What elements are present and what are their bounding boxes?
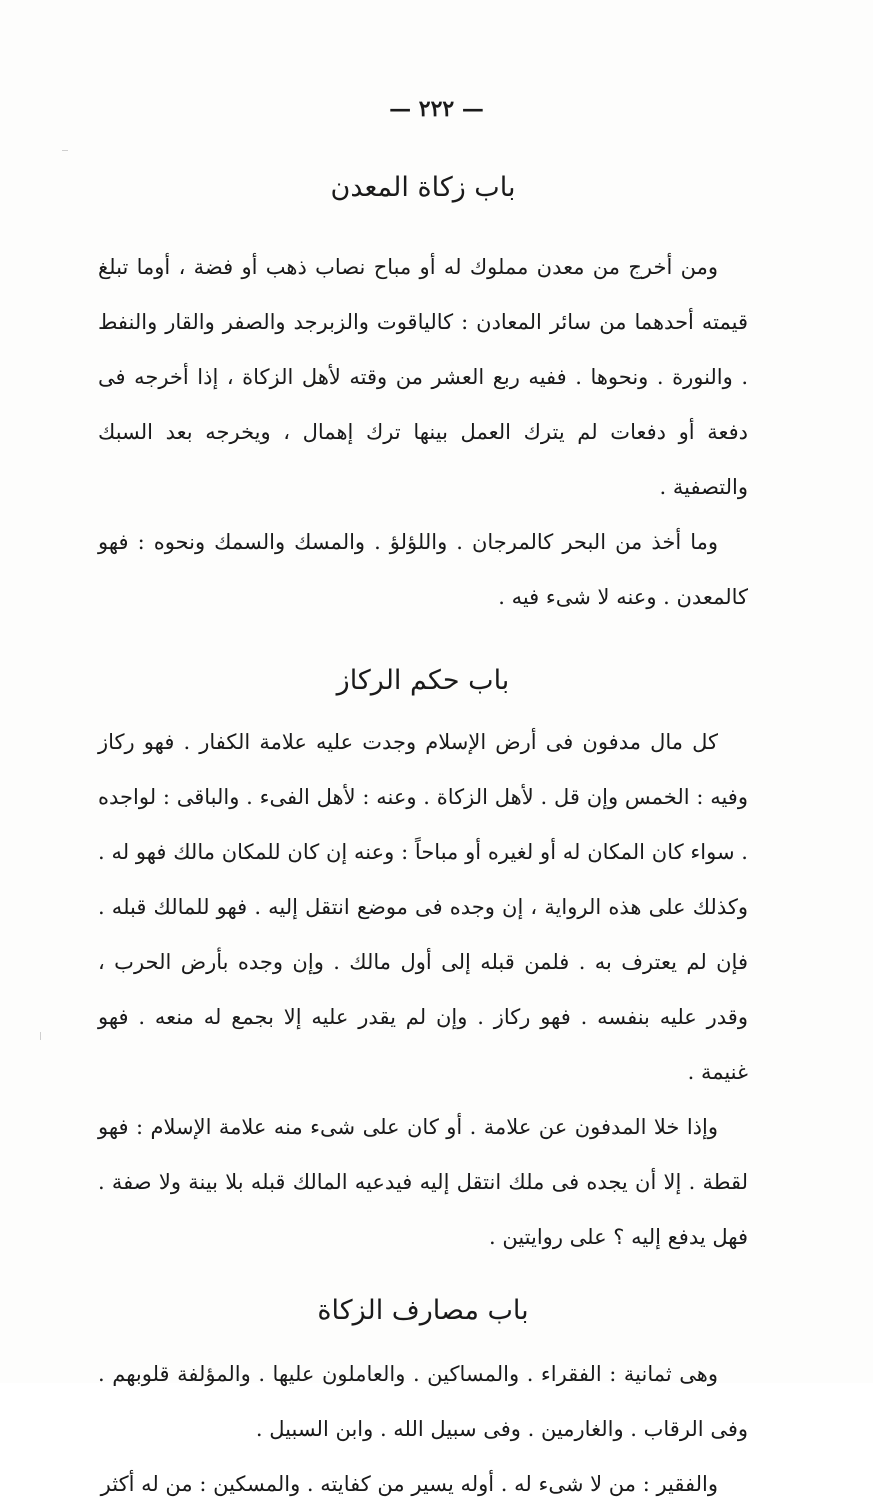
page-body: [98, 158, 748, 1512]
section-title: باب مصارف الزكاة: [317, 1295, 529, 1326]
section-zakat-al-maadin: [98, 158, 748, 625]
page-number: — ٢٢٢ —: [389, 96, 484, 122]
scan-mark: [40, 1032, 41, 1040]
paragraph: والفقير : من لا شىء له . أوله يسير من كفايته . والمسكين : من له أكثر: [100, 1472, 718, 1496]
section-hukm-al-rikaz: [98, 653, 748, 1265]
paragraph: وإذا خلا المدفون عن علامة . أو كان على شىء منه علامة الإسلام : فهو لقطة . إلا أن يجده فى ملك انتقل إليه فيدعيه المالك قبله بلا بينة ولا صفة . فهل يدفع إليه ؟ على روايتين .: [98, 1115, 748, 1249]
paragraph: وهى ثمانية : الفقراء . والمساكين . والعاملون عليها . والمؤلفة قلوبهم . وفى الرقاب . والغارمين . وفى سبيل الله . وابن السبيل .: [98, 1362, 748, 1441]
paragraph: ومن أخرج من معدن مملوك له أو مباح نصاب ذهب أو فضة ، أوما تبلغ قيمته أحدهما من سائر المعادن : كالياقوت والزبرجد والصفر والقار والنفط . والنورة . ونحوها . ففيه ربع العشر من وقته لأهل الزكاة ، إذا أخرجه فى دفعة أو دفعات لم يترك العمل بينها ترك إهمال ، ويخرجه بعد السبك والتصفية .: [98, 255, 748, 499]
section-title: باب حكم الركاز: [336, 665, 510, 696]
section-masarif-al-zakat: [98, 1283, 748, 1512]
paragraph: كل مال مدفون فى أرض الإسلام وجدت عليه علامة الكفار . فهو ركاز وفيه : الخمس وإن قل . لأهل الزكاة . وعنه : لأهل الفىء . والباقى : لواجده . سواء كان المكان له أو لغيره أو مباحاً : وعنه إن كان للمكان مالك فهو له . وكذلك على هذه الرواية ، إن وجده فى موضع انتقل إليه . فهو للمالك قبله . فإن لم يعترف به . فلمن قبله إلى أول مالك . وإن وجده بأرض الحرب ، وقدر عليه بنفسه . فهو ركاز . وإن لم يقدر عليه إلا بجمع له منعه . فهو غنيمة .: [98, 730, 748, 1084]
paragraph: وما أخذ من البحر كالمرجان . واللؤلؤ . والمسك والسمك ونحوه : فهو كالمعدن . وعنه لا شىء فيه .: [98, 530, 748, 609]
section-title: باب زكاة المعدن: [330, 172, 516, 203]
scan-mark: [62, 150, 68, 151]
